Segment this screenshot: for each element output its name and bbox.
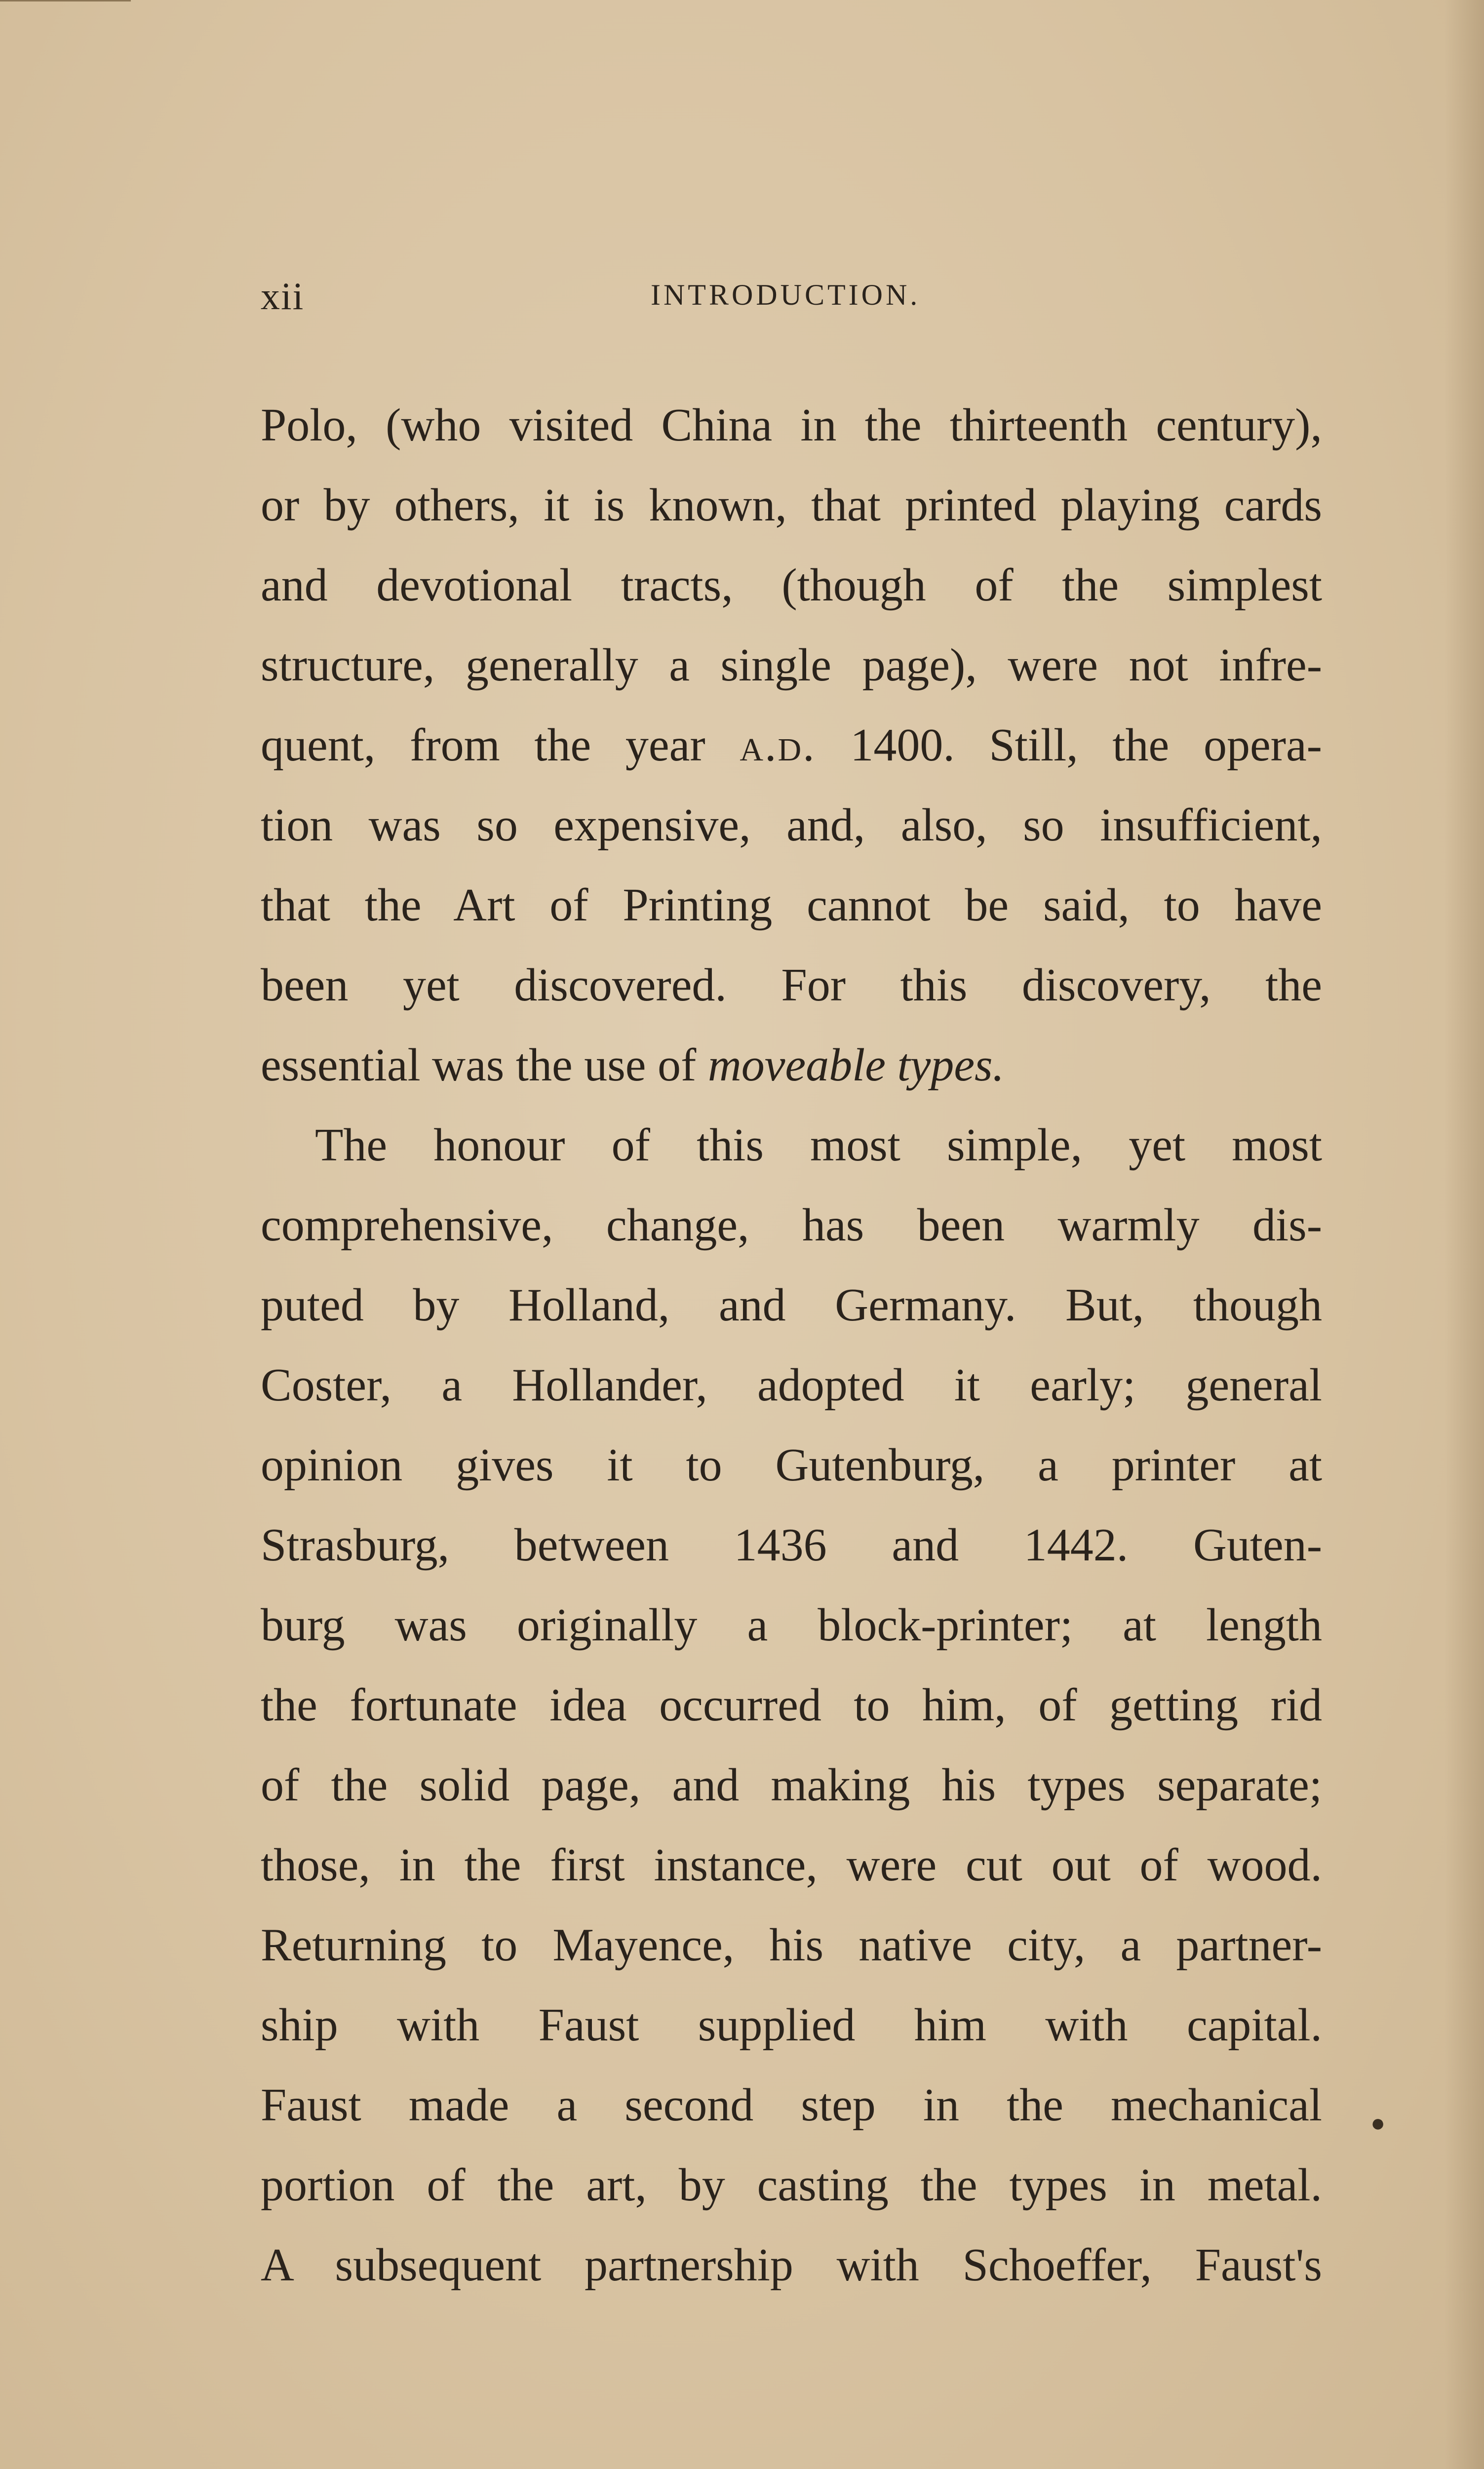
text-line: Strasburg, between 1436 and 1442. Guten-: [261, 1519, 1322, 1571]
text-line: A subsequent partnership with Schoeffer, Faust's: [261, 2239, 1322, 2291]
page-edge-shadow: [1445, 0, 1484, 2469]
text-line: the fortunate idea occurred to him, of getting rid: [261, 1679, 1322, 1731]
top-edge-rule: [0, 0, 131, 1]
page-header: [261, 274, 1199, 323]
paragraph-start-line: The honour of this most simple, yet most: [315, 1119, 1322, 1171]
text-line: structure, generally a single page), were not infre-: [261, 639, 1322, 691]
text-line: comprehensive, change, has been warmly dis-: [261, 1199, 1322, 1251]
text-fragment: quent, from the year: [261, 719, 705, 771]
margin-ink-mark: ●: [1370, 2109, 1386, 2137]
text-line: those, in the first instance, were cut out of wood.: [261, 1839, 1322, 1891]
text-line: opinion gives it to Gutenburg, a printer at: [261, 1439, 1322, 1491]
page-number: xii: [261, 275, 305, 318]
text-line: ship with Faust supplied him with capital.: [261, 1999, 1322, 2051]
text-line: Polo, (who visited China in the thirteenth century),: [261, 399, 1322, 451]
text-line: puted by Holland, and Germany. But, though: [261, 1279, 1322, 1331]
text-line: Coster, a Hollander, adopted it early; general: [261, 1359, 1322, 1411]
text-line: been yet discovered. For this discovery, the: [261, 959, 1322, 1011]
text-line: of the solid page, and making his types separate;: [261, 1759, 1322, 1811]
text-line: [261, 1025, 1322, 1105]
text-line: Faust made a second step in the mechanical: [261, 2079, 1322, 2131]
italic-emphasis: moveable types.: [707, 1039, 1005, 1091]
text-line: and devotional tracts, (though of the simplest: [261, 559, 1322, 611]
body-text: [261, 385, 1322, 2305]
era-abbreviation: a.d.: [740, 719, 816, 771]
text-line: that the Art of Printing cannot be said, to have: [261, 879, 1322, 931]
text-line: portion of the art, by casting the types in metal.: [261, 2159, 1322, 2211]
text-line: or by others, it is known, that printed playing cards: [261, 479, 1322, 531]
text-line: burg was originally a block-printer; at length: [261, 1599, 1322, 1651]
text-fragment: 1400. Still, the opera-: [850, 719, 1322, 771]
text-line: tion was so expensive, and, also, so insufficient,: [261, 799, 1322, 851]
text-fragment: essential was the use of: [261, 1039, 697, 1091]
text-line: [261, 705, 1322, 785]
text-line: Returning to Mayence, his native city, a partner-: [261, 1919, 1322, 1971]
running-head: INTRODUCTION.: [651, 279, 921, 311]
